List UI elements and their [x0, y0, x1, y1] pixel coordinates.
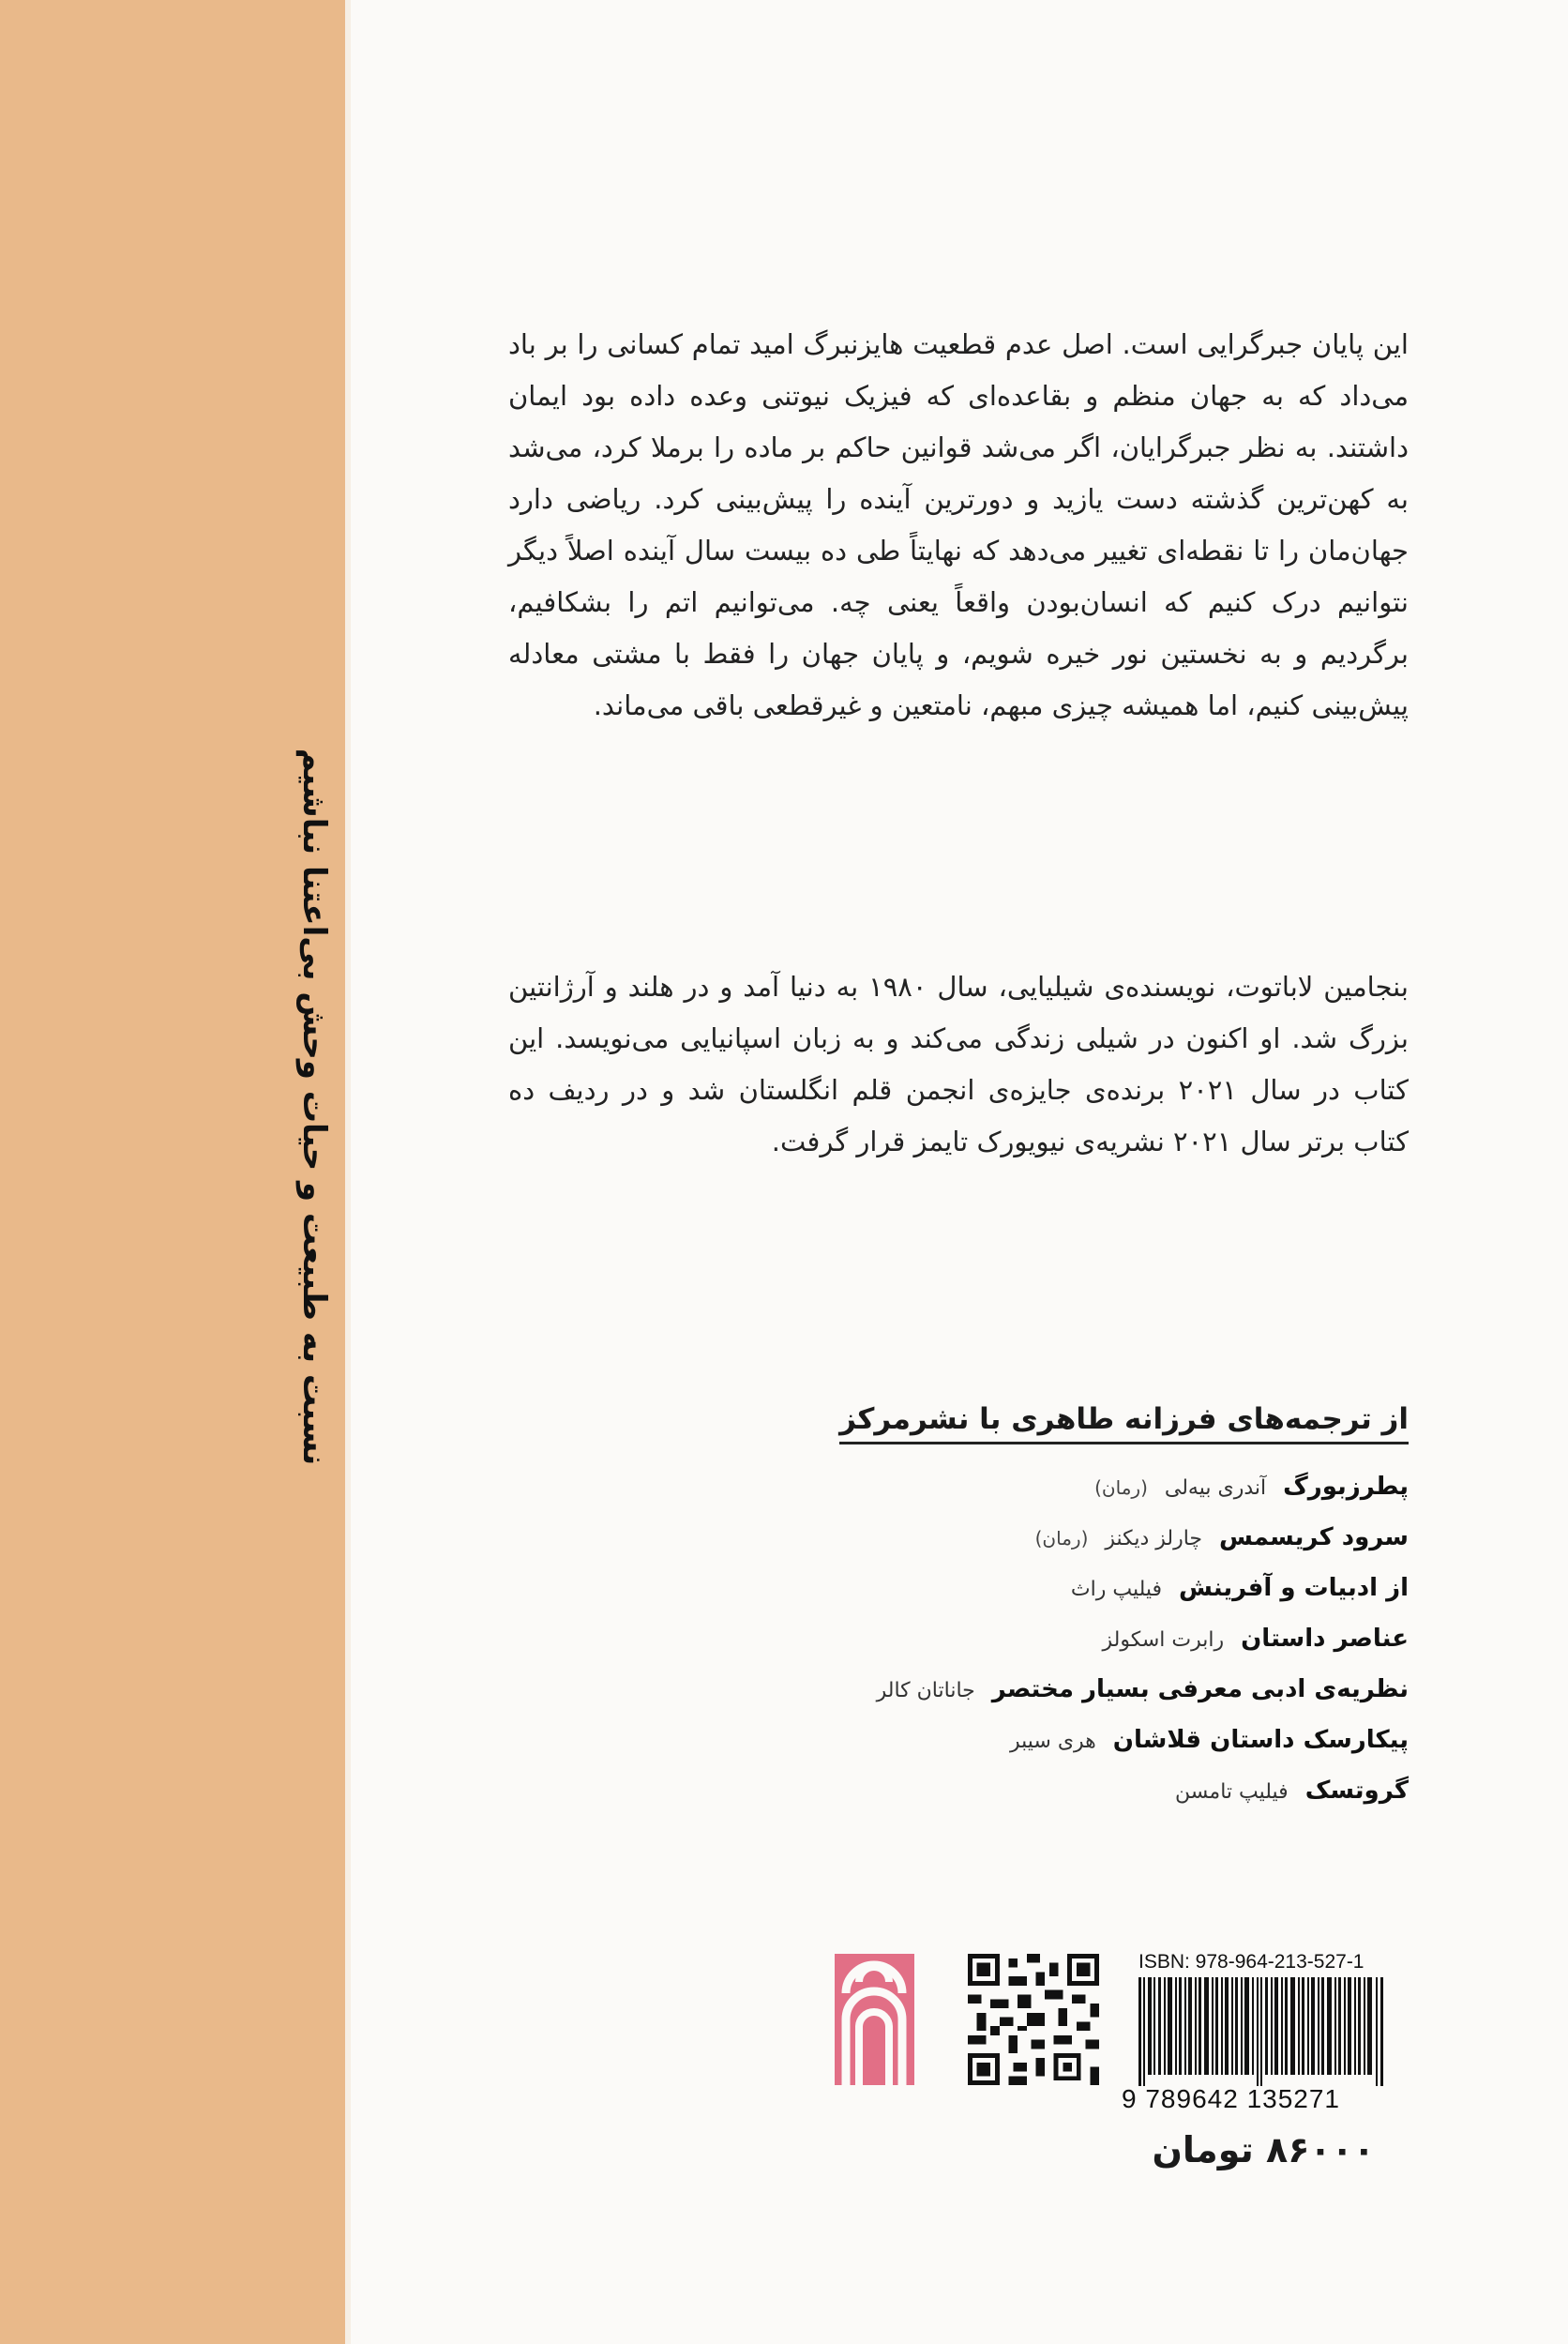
book-author: هری سیبر	[1009, 1730, 1096, 1753]
book-title: گروتسک	[1304, 1777, 1409, 1805]
list-item	[846, 1675, 1409, 1726]
translations-list	[846, 1473, 1409, 1827]
barcode-icon	[1138, 1977, 1384, 2086]
list-item	[846, 1574, 1409, 1625]
spine-title: نسبت به طبیعت و حیات وحش بی‌اعتنا نباشیم	[295, 748, 333, 1466]
author-bio-paragraph: بنجامین لاباتوت، نویسنده‌ی شیلیایی، سال ۱۹۸۰ به دنیا آمد و در هلند و آرژانتین بزرگ شد. او اکنون در شیلی زندگی می‌کند و به زبان اسپانیایی می‌نویسد. این کتاب در سال ۲۰۲۱ برنده‌ی جایزه‌ی انجمن قلم انگلستان شد و در ردیف ده کتاب برتر سال ۲۰۲۱ نشریه‌ی نیویورک تایمز قرار گرفت.	[508, 971, 1409, 1157]
book-author: جاناتان کالر	[876, 1679, 975, 1702]
list-item	[846, 1523, 1409, 1574]
book-title: از ادبیات و آفرینش	[1179, 1574, 1409, 1602]
book-note: (رمان)	[1094, 1476, 1148, 1499]
book-author: فیلیپ راث	[1070, 1578, 1163, 1601]
book-author: رابرت اسکولز	[1102, 1628, 1225, 1652]
book-note: (رمان)	[1034, 1527, 1089, 1550]
list-item	[846, 1777, 1409, 1827]
isbn-label: ISBN: 978-964-213-527-1	[1138, 1951, 1364, 1973]
list-item	[846, 1473, 1409, 1523]
book-author: فیلیپ تامسن	[1175, 1780, 1289, 1804]
book-title: پطرزبورگ	[1283, 1473, 1409, 1501]
list-item	[846, 1726, 1409, 1777]
book-author: آندری بیه‌لی	[1164, 1476, 1267, 1500]
blurb-paragraph-1: این پایان جبرگرایی است. اصل عدم قطعیت هایزنبرگ امید تمام کسانی را بر باد می‌داد که به جهان منظم و بقاعده‌ای که فیزیک نیوتنی وعده داده بود ایمان داشتند. به نظر جبرگرایان، اگر می‌شد قوانین حاکم بر ماده را برملا کرد، می‌شد به کهن‌ترین گذشته دست یازید و دورترین آینده را پیش‌بینی کرد. ریاضی دارد جهان‌مان را تا نقطه‌ای تغییر می‌دهد که نهایتاً طی ده بیست سال آینده اصلاً دیگر نتوانیم درک کنیم که انسان‌بودن واقعاً یعنی چه. می‌توانیم اتم را بشکافیم، برگردیم و به نخستین نور خیره شویم، و پایان جهان را فقط با مشتی معادله پیش‌بینی کنیم، اما همیشه چیزی مبهم، نامتعین و غیرقطعی باقی می‌ماند.	[508, 328, 1409, 721]
book-author: چارلز دیکنز	[1105, 1527, 1202, 1550]
book-title: سرود کریسمس	[1219, 1523, 1409, 1551]
list-item	[846, 1625, 1409, 1675]
price-label: ۸۶۰۰۰ تومان	[1152, 2129, 1375, 2170]
translations-heading: از ترجمه‌های فرزانه طاهری با نشرمرکز	[839, 1402, 1409, 1444]
book-title: نظریه‌ی ادبی معرفی بسیار مختصر	[991, 1675, 1409, 1703]
qr-code-icon[interactable]	[968, 1954, 1099, 2085]
barcode-number: 9 789642 135271	[1122, 2084, 1340, 2113]
publisher-logo-icon	[835, 1954, 914, 2085]
book-title: عناصر داستان	[1241, 1625, 1409, 1653]
book-title: پیکارسک داستان قلاشان	[1112, 1726, 1409, 1754]
